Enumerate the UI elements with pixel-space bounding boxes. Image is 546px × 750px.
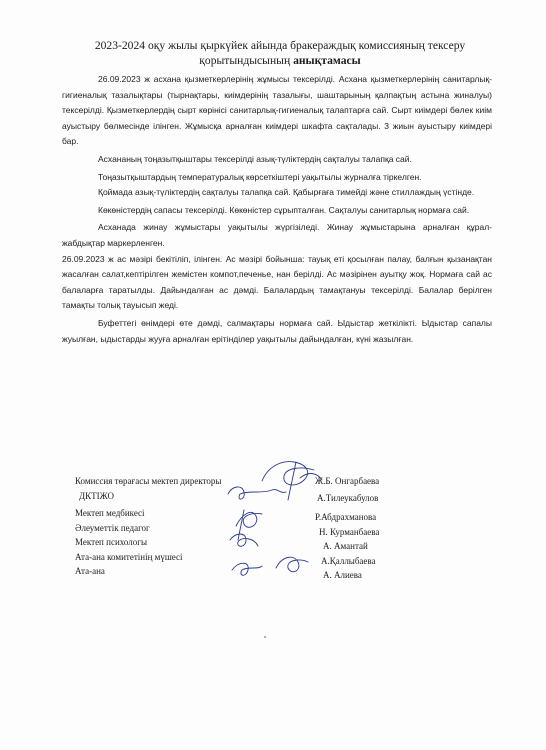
role-social-pedagogue: Әлеуметтік педагог xyxy=(75,522,150,533)
page-mark xyxy=(264,636,266,638)
name-psychologist: А. Амантай xyxy=(323,541,368,551)
signatory-names xyxy=(315,474,495,583)
role-school-psychologist: Мектеп психологы xyxy=(75,537,148,547)
role-parent: Ата-ана xyxy=(75,566,105,576)
paragraph-fridge-temperature: Тоңазытқыштардың температуралық көрсеткіштері уақытылы журналға тіркелген. xyxy=(98,171,422,182)
signatory-roles xyxy=(75,474,295,579)
paragraph-menu: 26.09.2023 ж ас мәзірі бекітіліп, ілінген. Ас мәзірі бойынша: тауық еті қосылған палау, балғын қызанақтан жасалған салат,кептірілген жемістен компот,печенье, нан берілді. Ас мәзірінен ауытқу жоқ. Нормаға сай ас балаларға таратылды. Дайындалған ас дәмді. Балалардың тамақтануы тексерілді. Балалар берілген тамақты толық тауысып жеді. xyxy=(62,253,492,311)
title-line-1: 2023-2024 оқу жылы қыркүйек айында бракераждық комиссияның тексеру xyxy=(94,39,466,52)
name-director: Ж.Б. Онгарбаева xyxy=(315,476,380,486)
name-nurse: Р.Абдрахманова xyxy=(315,512,377,522)
paragraph-storage: Қоймада азық-түліктердің сақталуы талапқа сай. Қабырғаға тимейді және стиллаждың үстінде. xyxy=(98,187,475,198)
name-social-pedagogue: Н. Курманбаева xyxy=(319,526,380,537)
role-commission-chair: Комиссия төрағасы мектеп директоры xyxy=(75,476,222,486)
title-line-2 xyxy=(60,53,500,68)
paragraph-cleaning: Асханада жинау жұмыстары уақытылы жүргізіледі. Жинау жұмыстарына арналған құрал-жабдықтар маркерленген. xyxy=(62,222,492,248)
paragraph-buffet: Буфеттегі өнімдері өте дәмді, салмақтары нормаға сай. Ыдыстар жеткілікті. Ыдыстар сапалы жуылған, ыдыстарды жууға арналған ерітінділер уақытылы дайындалған, күні жазылған. xyxy=(62,317,492,344)
name-parent-committee: А.Қаллыбаева xyxy=(321,555,376,566)
role-parent-committee-member: Ата-ана комитетінің мүшесі xyxy=(75,551,183,562)
role-deputy-director: ДКТІЖО xyxy=(79,490,114,501)
paragraph-fridges: Асхананың тоңазытқыштары тексерілді азық-түліктердің сақталуы талапқа сай. xyxy=(98,153,412,164)
paragraph-vegetables: Көкөністердің сапасы тексерілді. Көкөністер сұрыпталған. Сақталуы санитарлық нормаға сай. xyxy=(98,204,470,215)
name-deputy: А.Тилеукабулов xyxy=(317,492,379,503)
name-parent: А. Алиева xyxy=(323,570,362,580)
report-body xyxy=(62,72,492,347)
title-line-2-regular: қорытындысының xyxy=(199,54,294,67)
role-school-nurse: Мектеп медбикесі xyxy=(75,508,145,518)
paragraph-staff-check: 26.09.2023 ж асхана қызметкерлерінің жұмысы тексерілді. Асхана қызметкерлерінің санитарлық-гигиеналық тазалықтары (тырнақтары, киімдерінің тазалығы, шаштарының қалпақтың астына жиналуы) тексерілді. Қызметкерлердің сырт көрінісі санитарлық-гигиеналық талаптарға сай. Сырт киімдері бөлек киім ауыстыру бөлмесінде ілінген. Жұмысқа арналған киімдері шкафта сақталады. 3 жиын ауыстыру киімдері бар. xyxy=(62,74,492,147)
title-line-2-bold: анықтамасы xyxy=(293,54,361,67)
document-title xyxy=(60,38,500,68)
